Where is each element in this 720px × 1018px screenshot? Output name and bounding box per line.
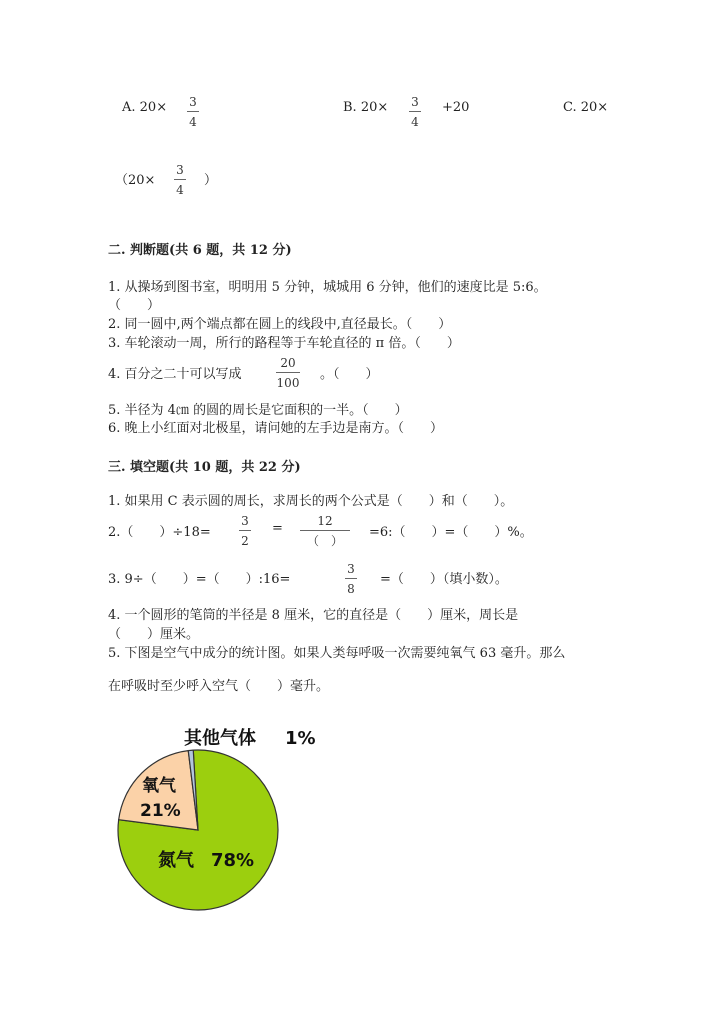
fraction-numerator: 12 (317, 514, 333, 528)
fill-q3-prefix: 3. 9÷（ ）=（ ）:16= (108, 572, 291, 587)
air-composition-pie-chart (100, 718, 316, 918)
judge-q3: 3. 车轮滚动一周，所行的路程等于车轮直径的 π 倍。（ ） (108, 336, 460, 351)
fill-q2-prefix: 2.（ ）÷18= (108, 525, 211, 540)
fraction-bar (345, 578, 357, 579)
fraction-denominator: 100 (276, 376, 300, 390)
choice-a-label: A. 20× (122, 100, 168, 115)
judge-q1-line1: 1. 从操场到图书室，明明用 5 分钟，城城用 6 分钟，他们的速度比是 5:6。 (108, 280, 547, 295)
fraction-denominator: 4 (176, 183, 184, 197)
fill-q5-line2: 在呼吸时至少呼入空气（ ）毫升。 (108, 679, 330, 694)
fill-q2-fraction-1 (239, 514, 251, 548)
fraction-numerator: 3 (189, 95, 197, 109)
choice-a-fraction (187, 95, 199, 129)
nitrogen-percent: 78% (211, 850, 255, 871)
fill-q1: 1. 如果用 C 表示圆的周长，求周长的两个公式是（ ）和（ ）。 (108, 494, 514, 509)
section-3-heading: 三. 填空题(共 10 题，共 22 分) (108, 460, 301, 475)
fill-q3-fraction (345, 562, 357, 596)
judge-q4-fraction (276, 356, 300, 390)
fraction-denominator: （ ） (306, 534, 343, 548)
fraction-bar (187, 111, 199, 112)
fraction-bar (276, 372, 300, 373)
fraction-denominator: 4 (189, 115, 197, 129)
judge-q4-suffix: 。（ ） (320, 367, 379, 382)
judge-q1-line2: （ ） (108, 298, 161, 313)
choice-b-suffix: +20 (442, 100, 470, 115)
choice-c-label: C. 20× (563, 100, 609, 115)
fraction-numerator: 20 (280, 356, 296, 370)
fill-q2-equals: = (272, 521, 283, 536)
other-gas-percent: 1% (285, 728, 316, 749)
fill-q2-suffix: =6:（ ）=（ ）%。 (369, 525, 533, 540)
choice-c-close: ） (204, 173, 218, 188)
fill-q2-fraction-2 (300, 514, 350, 548)
judge-q4-prefix: 4. 百分之二十可以写成 (108, 367, 242, 382)
other-gas-label: 其他气体 (184, 728, 256, 749)
fraction-numerator: 3 (411, 95, 419, 109)
fill-q5-line1: 5. 下图是空气中成分的统计图。如果人类每呼吸一次需要纯氧气 63 毫升。那么 (108, 646, 566, 661)
choice-c-continuation: （20× (115, 173, 156, 188)
fraction-bar (409, 111, 421, 112)
fraction-numerator: 3 (241, 514, 249, 528)
fraction-bar (239, 530, 251, 531)
oxygen-label: 氧气 (142, 776, 176, 796)
oxygen-percent: 21% (140, 801, 181, 821)
fraction-numerator: 3 (347, 562, 355, 576)
judge-q2: 2. 同一圆中,两个端点都在圆上的线段中,直径最长。（ ） (108, 317, 452, 332)
fraction-numerator: 3 (176, 163, 184, 177)
fill-q4-line1: 4. 一个圆形的笔筒的半径是 8 厘米，它的直径是（ ）厘米，周长是 (108, 608, 519, 623)
nitrogen-label: 氮气 (158, 850, 194, 871)
fraction-denominator: 2 (241, 534, 249, 548)
choice-c-fraction (174, 163, 186, 197)
choice-b-label: B. 20× (343, 100, 389, 115)
judge-q5: 5. 半径为 4㎝ 的圆的周长是它面积的一半。（ ） (108, 403, 408, 418)
judge-q6: 6. 晚上小红面对北极星，请问她的左手边是南方。（ ） (108, 421, 444, 436)
section-2-heading: 二. 判断题(共 6 题，共 12 分) (108, 243, 292, 258)
fraction-bar (174, 179, 186, 180)
fraction-denominator: 8 (347, 582, 355, 596)
choice-b-fraction (409, 95, 421, 129)
fill-q3-suffix: =（ ）（填小数）。 (380, 572, 508, 587)
fraction-bar (300, 530, 350, 531)
fraction-denominator: 4 (411, 115, 419, 129)
fill-q4-line2: （ ）厘米。 (108, 627, 200, 642)
